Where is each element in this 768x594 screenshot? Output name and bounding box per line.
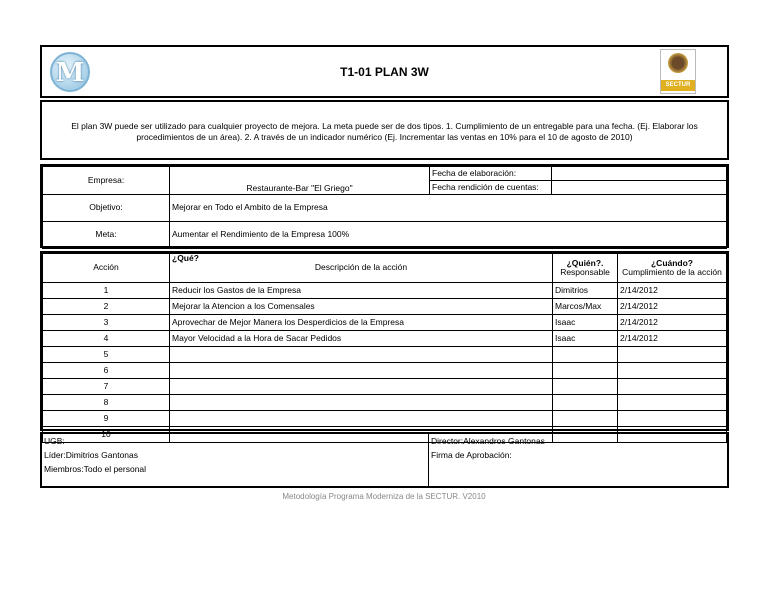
action-description: Reducir los Gastos de la Empresa [170, 283, 553, 299]
action-responsible: Marcos/Max [553, 299, 618, 315]
action-description [170, 411, 553, 427]
col-descripcion-label: Descripción de la acción [314, 262, 408, 273]
col-que-label: ¿Qué? [172, 253, 199, 263]
director-label: Director:Alexandros Gantonas [431, 436, 545, 446]
action-row [43, 347, 727, 363]
action-description: Aprovechar de Mejor Manera los Desperdicios de la Empresa [170, 315, 553, 331]
footer-divider [428, 434, 429, 486]
objetivo-label: Objetivo: [43, 195, 170, 222]
fecha-elaboracion-value [552, 167, 727, 181]
actions-box [40, 251, 729, 439]
action-number: 3 [43, 315, 170, 331]
col-quien-header [553, 254, 618, 283]
sectur-label: SECTUR [661, 80, 695, 91]
action-responsible [553, 347, 618, 363]
fecha-rendicion-label: Fecha rendición de cuentas: [430, 181, 552, 195]
lider-label: Líder:Dimitrios Gantonas [44, 450, 139, 460]
action-row [43, 379, 727, 395]
footer-box [40, 432, 729, 488]
action-number: 7 [43, 379, 170, 395]
action-responsible [553, 395, 618, 411]
action-date: 2/14/2012 [618, 299, 727, 315]
action-responsible: Isaac [553, 315, 618, 331]
action-row [43, 331, 727, 347]
action-number: 1 [43, 283, 170, 299]
info-table [42, 166, 727, 249]
action-date: 2/14/2012 [618, 315, 727, 331]
action-description [170, 379, 553, 395]
col-cumplimiento-label: Cumplimiento de la acción [622, 267, 722, 277]
miembros-label: Miembros:Todo el personal [44, 464, 147, 474]
eagle-emblem-icon [668, 53, 688, 73]
action-number: 9 [43, 411, 170, 427]
meta-label: Meta: [43, 222, 170, 249]
firma-label: Firma de Aprobación: [431, 450, 512, 460]
action-responsible [553, 411, 618, 427]
action-date [618, 379, 727, 395]
col-descripcion-header [170, 254, 553, 283]
action-rows [43, 283, 727, 443]
col-quien-label: ¿Quién?. [566, 257, 604, 268]
moderniza-logo-letter: M [55, 58, 85, 88]
objetivo-value: Mejorar en Todo el Ambito de la Empresa [170, 195, 727, 222]
action-row [43, 299, 727, 315]
action-date [618, 395, 727, 411]
action-date [618, 363, 727, 379]
methodology-caption: Metodología Programa Moderniza de la SECTUR. V2010 [282, 492, 486, 501]
action-number: 5 [43, 347, 170, 363]
action-row [43, 363, 727, 379]
action-responsible: Isaac [553, 331, 618, 347]
empresa-label: Empresa: [43, 167, 170, 195]
header-box [40, 45, 729, 98]
action-number: 6 [43, 363, 170, 379]
action-date [618, 347, 727, 363]
intro-box [40, 100, 729, 160]
action-description [170, 363, 553, 379]
action-number: 10 [43, 427, 170, 443]
action-date: 2/14/2012 [618, 283, 727, 299]
page-title: T1-01 PLAN 3W [340, 65, 429, 79]
col-accion-header: Acción [43, 254, 170, 283]
action-description: Mejorar la Atencion a los Comensales [170, 299, 553, 315]
action-number: 8 [43, 395, 170, 411]
action-row [43, 283, 727, 299]
action-number: 2 [43, 299, 170, 315]
action-description [170, 395, 553, 411]
meta-value: Aumentar el Rendimiento de la Empresa 100% [170, 222, 727, 249]
action-responsible [553, 379, 618, 395]
action-row [43, 395, 727, 411]
actions-table [42, 253, 727, 443]
info-box [40, 164, 729, 248]
action-row [43, 315, 727, 331]
fecha-rendicion-value [552, 181, 727, 195]
action-row [43, 411, 727, 427]
action-description: Mayor Velocidad a la Hora de Sacar Pedidos [170, 331, 553, 347]
action-date: 2/14/2012 [618, 331, 727, 347]
col-cuando-label: ¿Cuándo? [650, 257, 694, 268]
fecha-elaboracion-label: Fecha de elaboración: [430, 167, 552, 181]
col-cuando-header [618, 254, 727, 283]
action-date [618, 411, 727, 427]
col-responsable-label: Responsable [560, 267, 610, 277]
action-responsible: Dimitrios [553, 283, 618, 299]
intro-text: El plan 3W puede ser utilizado para cualquier proyecto de mejora. La meta puede ser de dos tipos. 1. Cumplimiento de un entregable para una fecha. (Ej. Elaborar los procedimientos de un área). 2. A través de un indicador numérico (Ej. Incrementar las ventas en 10% para el 10 de agosto de 2010) [71, 121, 698, 142]
action-description [170, 347, 553, 363]
empresa-value: Restaurante-Bar "El Griego" [170, 167, 430, 195]
sectur-logo [660, 49, 696, 94]
action-number: 4 [43, 331, 170, 347]
action-responsible [553, 363, 618, 379]
ugb-label: UGB: [44, 436, 65, 446]
